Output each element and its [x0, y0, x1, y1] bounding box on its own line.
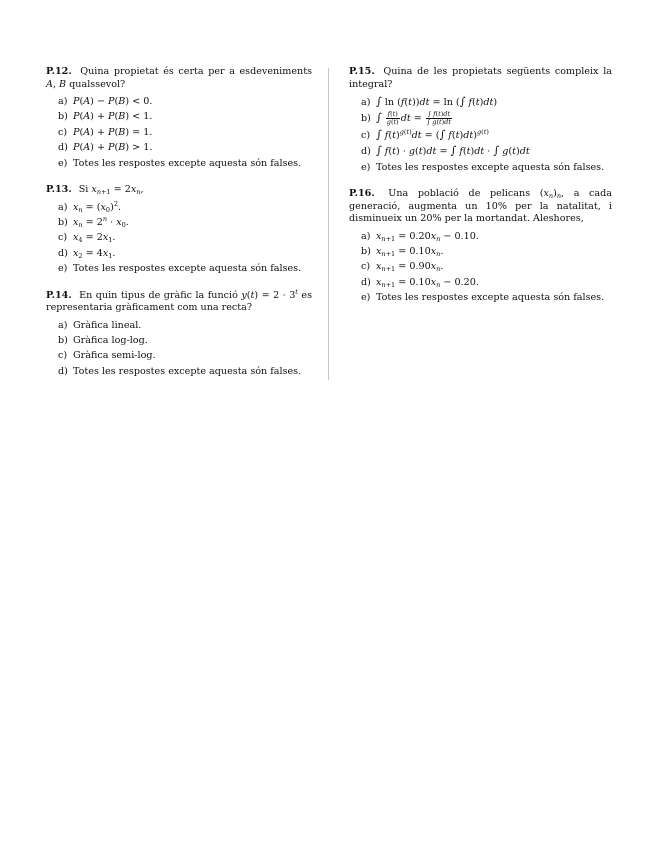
question-14-number: P.14.	[46, 289, 72, 301]
option-12-a[interactable]: a) P(A) − P(B) < 0.	[58, 96, 153, 107]
option-16-a[interactable]: a) $x_{n+1} = 0.20x_n - 0.10$.	[361, 230, 479, 243]
question-13-stem: P.13. Si $x_{n+1} = 2x_n$,	[46, 184, 144, 197]
question-16-options	[349, 229, 612, 306]
option-16-d[interactable]: d) $x_{n+1} = 0.10x_n - 0.20$.	[361, 276, 479, 289]
option-14-c[interactable]: c) Gràfica semi-log.	[58, 350, 156, 362]
column-divider	[328, 68, 329, 380]
question-16-number: P.16.	[349, 188, 375, 200]
question-13	[46, 184, 312, 277]
option-12-d[interactable]: d) P(A) + P(B) > 1.	[58, 142, 153, 154]
option-16-c[interactable]: c) $x_{n+1} = 0.90x_n$.	[361, 261, 444, 274]
option-13-b[interactable]: b) $x_n = 2^n \cdot x_0$.	[58, 214, 129, 229]
option-14-d[interactable]: d) Totes les respostes excepte aquesta són falses.	[58, 365, 302, 377]
option-13-a[interactable]: a) $x_n = (x_0)^2$.	[58, 199, 122, 214]
question-13-options	[46, 200, 312, 277]
option-14-b[interactable]: b) Gràfica log-log.	[58, 334, 148, 346]
question-15-stem: P.15. Quina de les propietats següents compleix la integral?	[349, 66, 612, 90]
question-12	[46, 66, 312, 171]
question-15-options	[349, 94, 612, 175]
option-15-a[interactable]: a) ∫ ln (f(t))dt = ln (∫ f(t)dt)	[361, 95, 498, 108]
question-13-number: P.13.	[46, 184, 72, 196]
option-12-e[interactable]: e) Totes les respostes excepte aquesta són falses.	[58, 157, 302, 169]
question-12-number: P.12.	[46, 66, 72, 77]
option-13-e[interactable]: e) Totes les respostes excepte aquesta són falses.	[58, 263, 302, 275]
question-12-options	[46, 94, 312, 171]
question-16	[349, 188, 612, 306]
option-13-d[interactable]: d) $x_2 = 4x_1$.	[58, 247, 116, 260]
right-column	[349, 66, 612, 319]
option-15-d[interactable]: d) ∫ f(t) · g(t)dt = ∫ f(t)dt · ∫ g(t)dt	[361, 144, 530, 158]
option-15-e[interactable]: e) Totes les respostes excepte aquesta són falses.	[361, 161, 605, 173]
question-15-number: P.15.	[349, 66, 375, 77]
option-15-c[interactable]: c) ∫ $f(t)^{g(t)}dt$ = (∫ f(t)dt)$^{g(t)}$	[361, 127, 489, 141]
option-14-a[interactable]: a) Gràfica lineal.	[58, 319, 142, 331]
question-16-stem: P.16. Una població de pelicans $(x_n)_n$, a cada generació, augmenta un 10% per la natalitat, i disminueix un 20% per la mortandat. Aleshores,	[349, 188, 612, 225]
option-16-e[interactable]: e) Totes les respostes excepte aquesta són falses.	[361, 292, 605, 304]
question-12-stem: P.12. Quina propietat és certa per a esdeveniments A, B qualssevol?	[46, 66, 312, 90]
question-14	[46, 287, 312, 380]
option-12-b[interactable]: b) P(A) + P(B) < 1.	[58, 111, 153, 123]
option-16-b[interactable]: b) $x_{n+1} = 0.10x_n$.	[361, 245, 444, 258]
question-14-stem: P.14. En quin tipus de gràfic la funció $y(t) = 2 \cdot 3^t$ es representaria gràficament com una recta?	[46, 287, 312, 314]
option-12-c[interactable]: c) P(A) + P(B) = 1.	[58, 126, 153, 138]
question-15	[349, 66, 612, 175]
question-14-options	[46, 318, 312, 380]
option-13-c[interactable]: c) $x_4 = 2x_1$.	[58, 232, 116, 245]
left-column	[46, 66, 312, 392]
option-15-b[interactable]: b) ∫ $\frac{f(t)}{g(t)}$ dt = $\frac{\int f(t)dt}{\int g(t)dt}$	[361, 110, 451, 127]
